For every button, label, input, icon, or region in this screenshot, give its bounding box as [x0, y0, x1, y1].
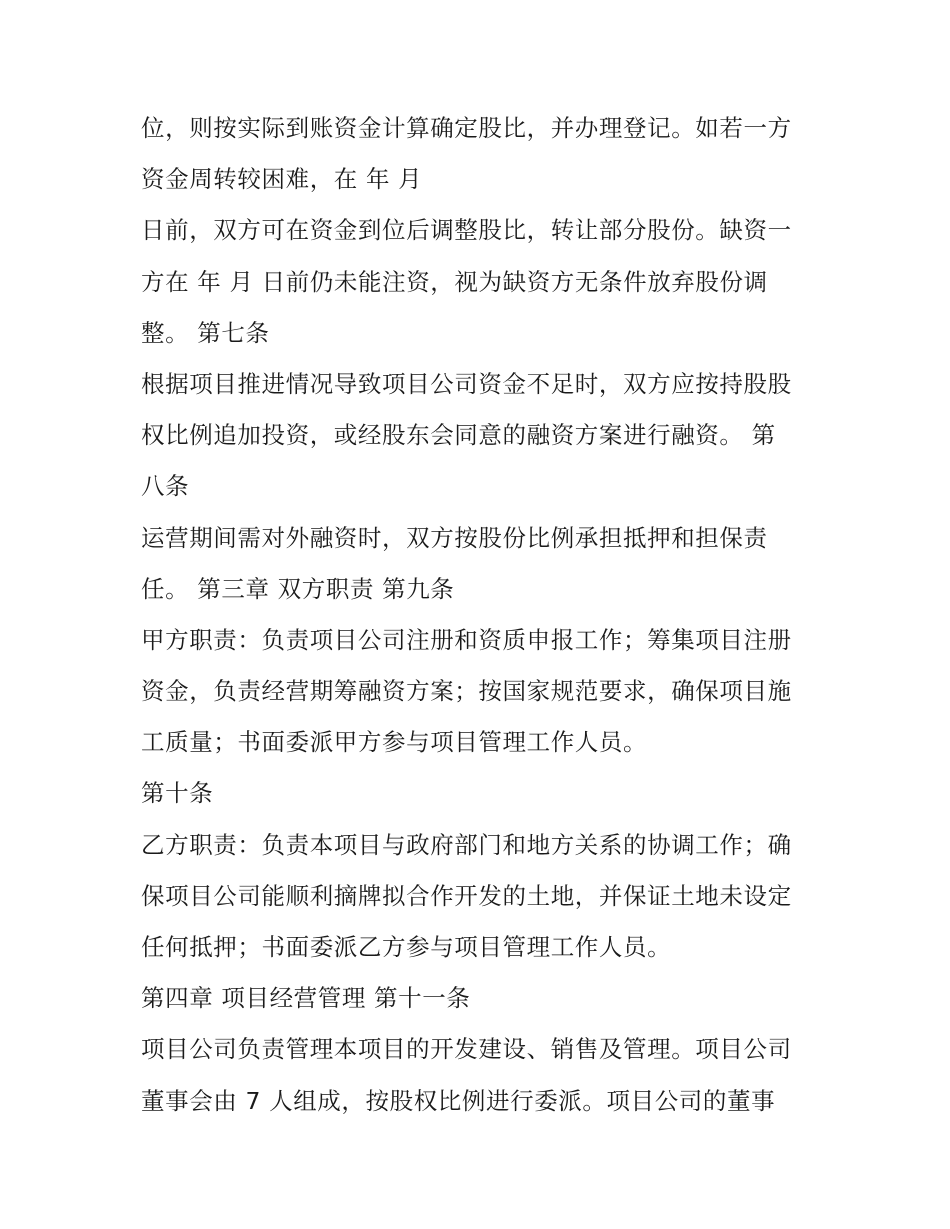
text-line: 项目公司负责管理本项目的开发建设、销售及管理。项目公司 — [141, 1035, 792, 1064]
text-line: 第十条 — [141, 779, 214, 808]
text-line: 运营期间需对外融资时，双方按股份比例承担抵押和担保责 — [141, 523, 768, 552]
text-line: 方在 年 月 日前仍未能注资，视为缺资方无条件放弃股份调 — [141, 267, 768, 296]
text-line: 八条 — [141, 472, 190, 501]
text-line: 日前，双方可在资金到位后调整股比，转让部分股份。缺资一 — [141, 216, 792, 245]
text-line: 位，则按实际到账资金计算确定股比，并办理登记。如若一方 — [141, 114, 792, 142]
document-body — [141, 103, 831, 1127]
text-line: 权比例追加投资，或经股东会同意的融资方案进行融资。 第 — [141, 421, 776, 450]
text-line: 任何抵押；书面委派乙方参与项目管理工作人员。 — [141, 933, 672, 961]
text-line: 第四章 项目经营管理 第十一条 — [141, 984, 471, 1013]
text-line: 甲方职责：负责项目公司注册和资质申报工作；筹集项目注册 — [141, 625, 792, 654]
text-line: 保项目公司能顺利摘牌拟合作开发的土地，并保证土地未设定 — [141, 881, 792, 910]
text-line: 工质量；书面委派甲方参与项目管理工作人员。 — [141, 728, 648, 757]
text-line: 资金，负责经营期筹融资方案；按国家规范要求，确保项目施 — [141, 677, 792, 706]
text-line: 董事会由 7 人组成，按股权比例进行委派。项目公司的董事 — [141, 1086, 776, 1115]
text-line: 乙方职责：负责本项目与政府部门和地方关系的协调工作；确 — [141, 830, 792, 859]
text-line: 整。 第七条 — [141, 318, 270, 347]
text-line: 资金周转较困难，在 年 月 — [141, 165, 423, 194]
text-line: 根据项目推进情况导致项目公司资金不足时，双方应按持股股 — [141, 369, 792, 398]
text-line: 任。 第三章 双方职责 第九条 — [141, 574, 455, 603]
